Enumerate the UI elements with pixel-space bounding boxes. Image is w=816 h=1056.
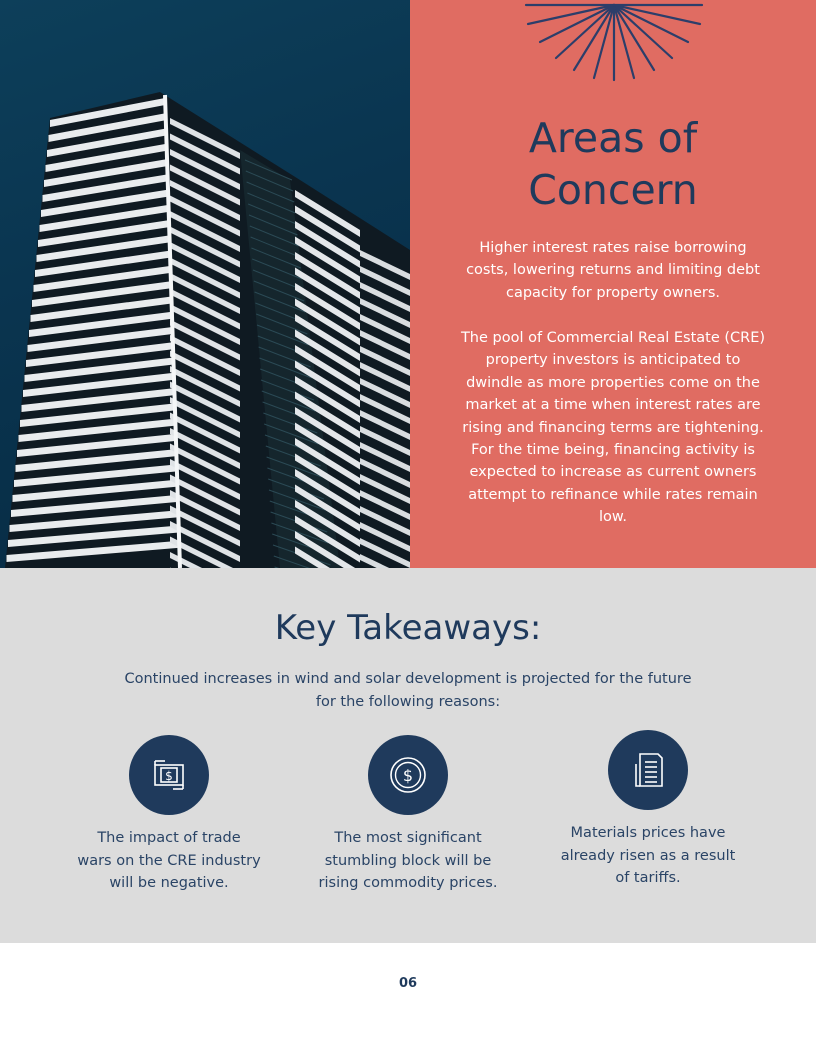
page-title xyxy=(410,112,816,216)
title-line-1: Areas of xyxy=(528,114,698,162)
concern-paragraph-1: Higher interest rates raise borrowing costs, lowering returns and limiting debt capacity for property owners. xyxy=(466,240,760,301)
takeaway-line: will be negative. xyxy=(109,875,229,891)
takeaway-line: already risen as a result xyxy=(560,847,736,864)
title-line-2: Concern xyxy=(528,166,698,214)
concern-paragraph-2: The pool of Commercial Real Estate (CRE) property investors is anticipated to dwindle as more properties come on the market at a time when interest rates are rising and financing terms are tightening. For the time being, financing activity is expected to increase as current owners attempt to refinance while rates remain low. xyxy=(460,330,766,526)
section-subtitle xyxy=(108,668,708,713)
takeaway-text xyxy=(308,827,508,895)
takeaway-icon-circle xyxy=(368,735,448,815)
takeaway-icon-circle xyxy=(129,735,209,815)
takeaway-text xyxy=(69,827,269,895)
takeaway-icon-circle xyxy=(608,730,688,810)
svg-text:$: $ xyxy=(165,769,173,783)
takeaway-line: The most significant xyxy=(334,830,482,846)
takeaway-line: The impact of trade xyxy=(97,830,241,846)
takeaway-item xyxy=(548,730,748,890)
subtitle-line-2: for the following reasons: xyxy=(315,693,501,710)
building-photo xyxy=(0,0,410,568)
takeaway-line: Materials prices have xyxy=(570,825,726,841)
takeaway-item xyxy=(308,735,508,895)
takeaway-item xyxy=(69,735,269,895)
sunburst-icon xyxy=(524,0,704,85)
page-number: 06 xyxy=(398,976,418,991)
subtitle-line-1: Continued increases in wind and solar development is projected for the future xyxy=(124,671,692,687)
takeaway-line: stumbling block will be xyxy=(324,852,492,869)
money-transfer-icon xyxy=(151,757,187,793)
svg-text:$: $ xyxy=(402,766,414,785)
takeaway-line: rising commodity prices. xyxy=(318,875,498,891)
skyscraper-illustration xyxy=(0,0,410,568)
document-icon xyxy=(630,750,666,790)
takeaway-line: wars on the CRE industry xyxy=(77,852,261,869)
section-heading: Key Takeaways: xyxy=(274,608,542,648)
takeaway-text xyxy=(548,822,748,890)
key-takeaways-section xyxy=(0,568,816,943)
concern-panel xyxy=(410,0,816,568)
takeaway-line: of tariffs. xyxy=(615,870,681,886)
dollar-coin-icon xyxy=(388,755,428,795)
